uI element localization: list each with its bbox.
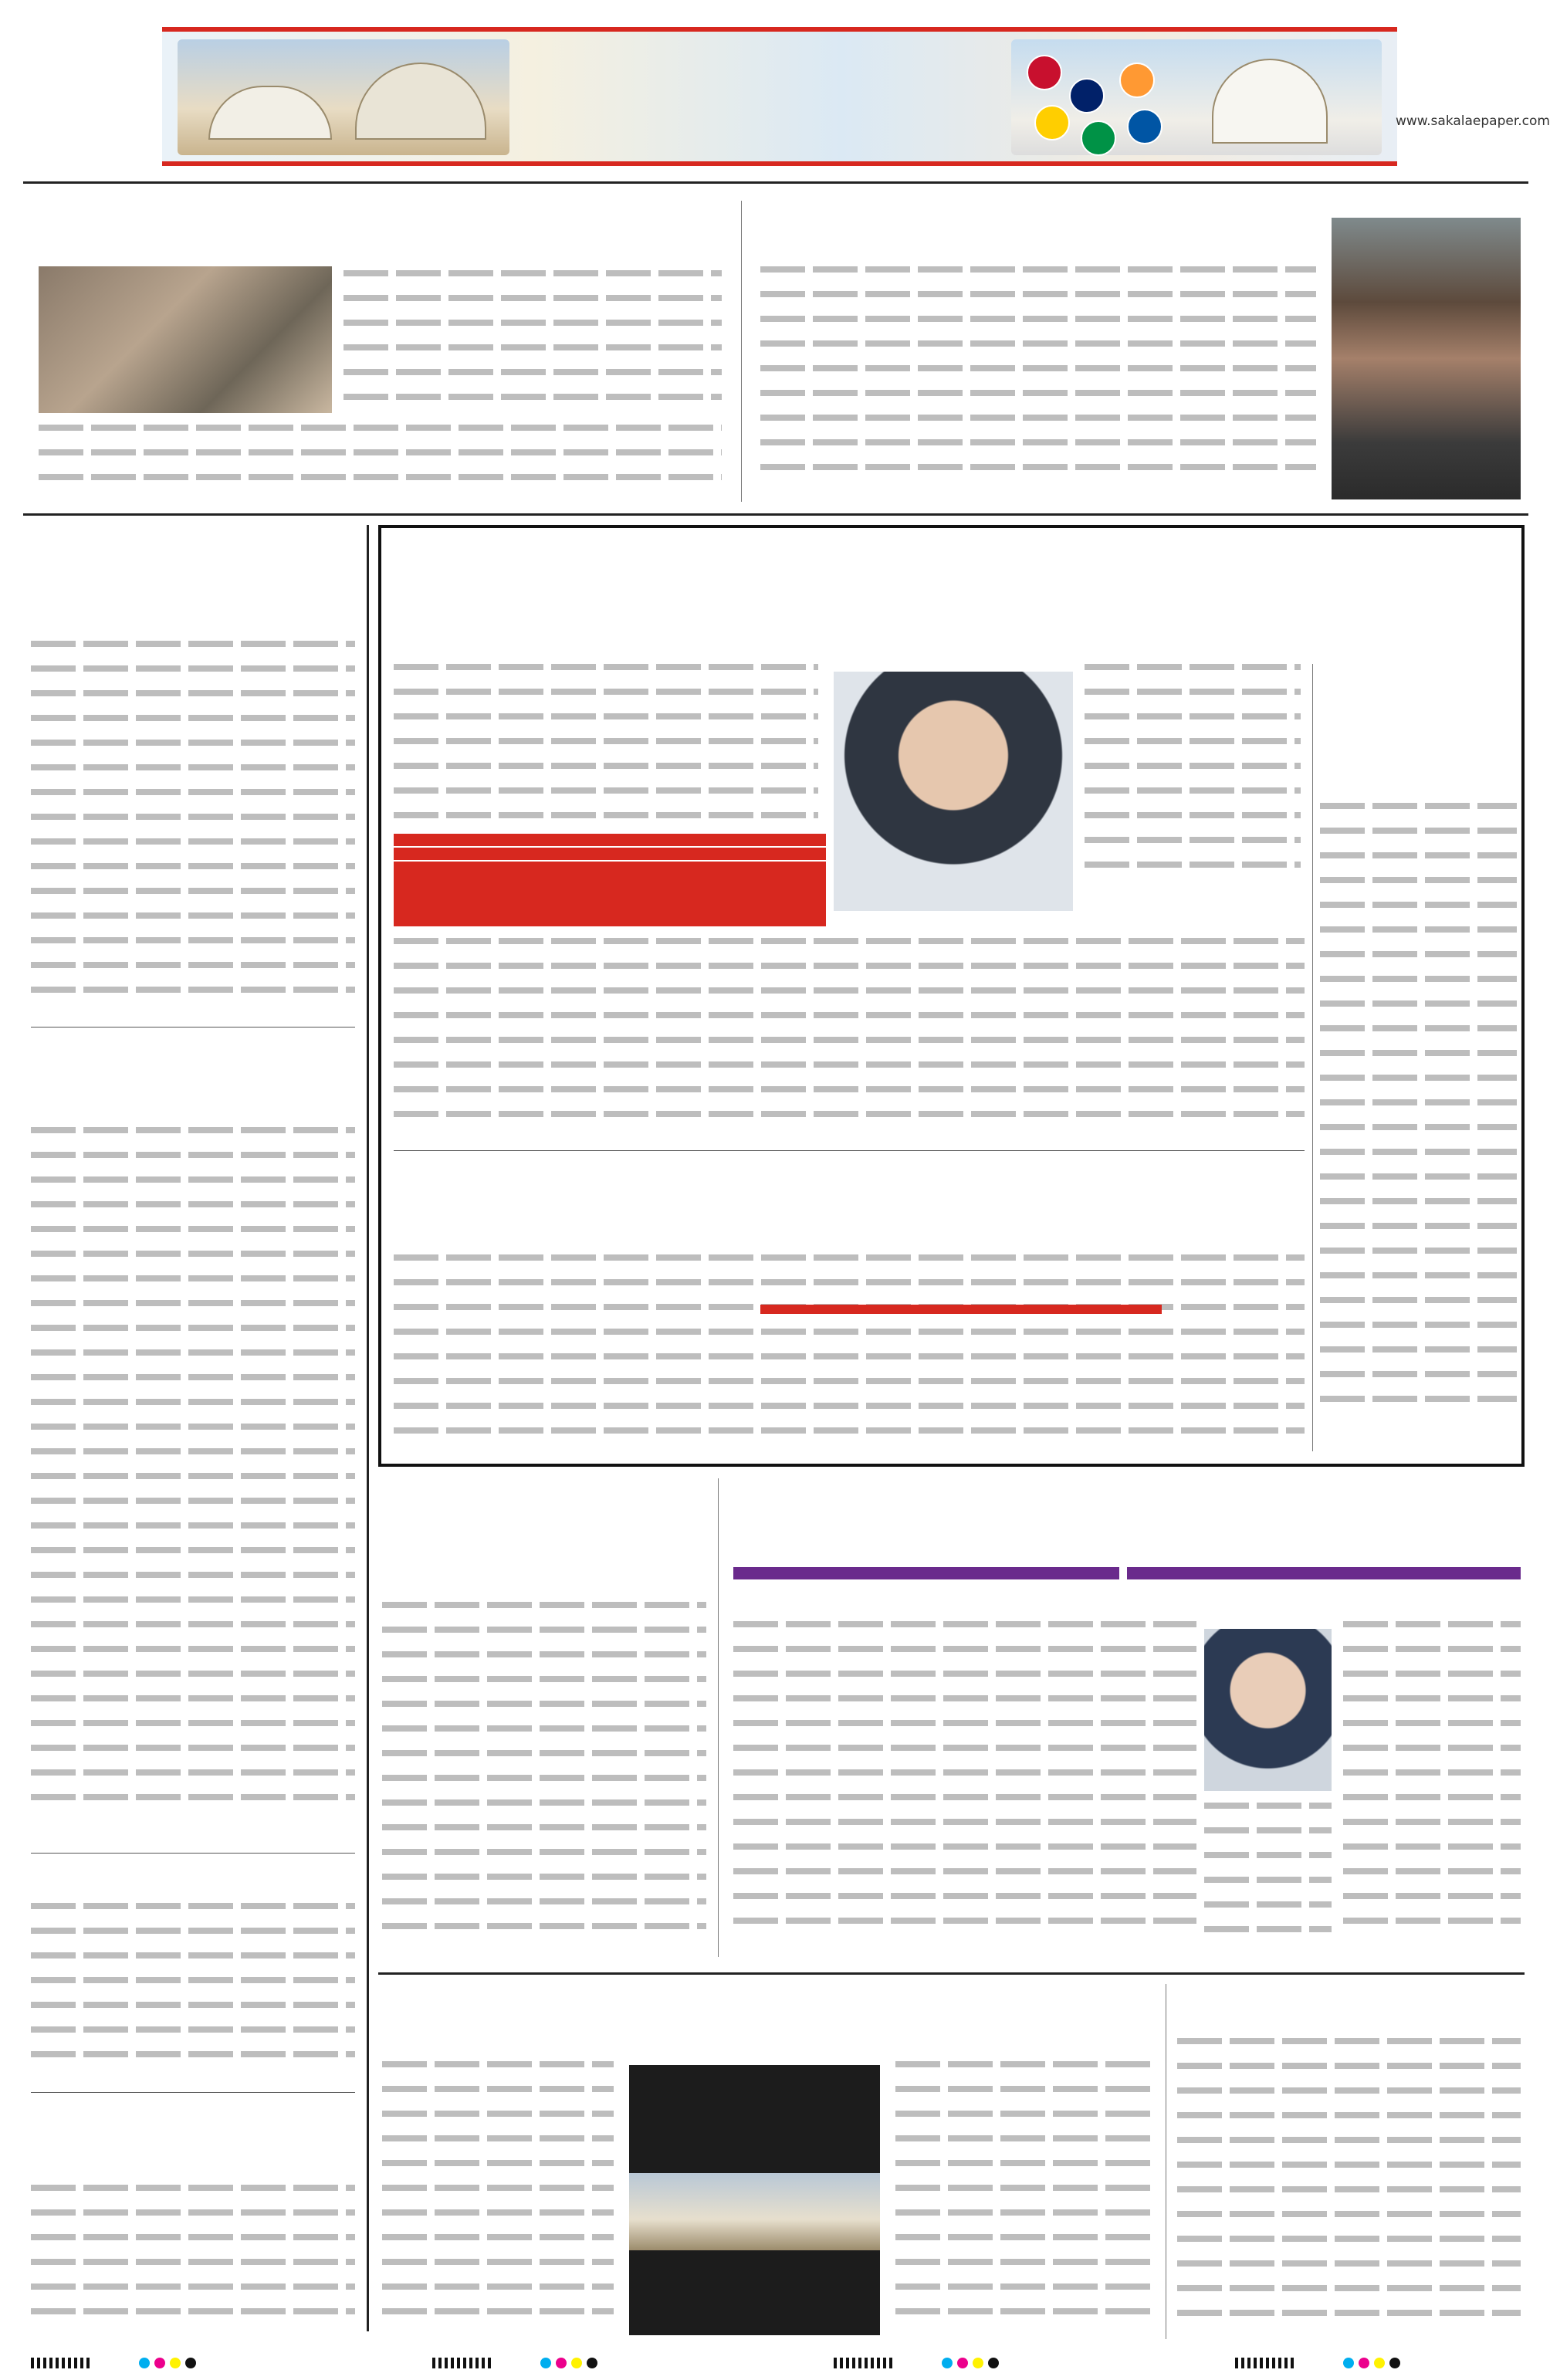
website-url: www.sakalaepaper.com [1396,113,1550,129]
bottom-story-1-infobox-top [629,2065,880,2173]
second-story-highlight [760,1305,1162,1314]
left-story-2-body [31,1127,355,1845]
lead-bullet-1 [394,834,826,848]
top-story-2-body [760,266,1316,498]
masthead [23,27,1550,166]
lead-sidebar-body [1320,803,1517,1451]
lead-bullet-3 [394,862,826,874]
section-banner [162,27,1397,166]
netanyahu-photo [1204,1629,1332,1791]
left-story-1-body [31,641,355,1019]
supreme-court-photo [629,2173,880,2250]
infobox-line-4 [629,2250,880,2264]
lead-bullet-2 [394,848,826,862]
netanyahu-story-body-2 [1204,1803,1332,1949]
second-story-body [394,1254,1305,1447]
left-story-4-body [31,2185,355,2331]
logo-area [1396,27,1550,166]
lead-story-bullets [394,834,826,926]
canada-story-body [382,1602,706,1949]
netanyahu-story-body-3 [1343,1621,1521,1953]
top-story-2-photo [1332,218,1521,499]
putin-photo [834,672,1073,911]
bottom-story-1-body-1 [382,2061,614,2339]
infobox-line-1 [629,2065,880,2074]
top-story-1-body [344,270,722,425]
top-story-1-photo [39,266,332,413]
page-info [23,27,154,166]
bottom-story-2-body [1177,2038,1521,2339]
netanyahu-story-body-1 [733,1621,1196,1953]
print-registration-bar [0,2347,1550,2378]
lead-story-body-2 [1085,664,1301,911]
world-capitol-image [1011,39,1382,155]
top-story-1-body-2 [39,425,722,502]
bottom-story-1-body-2 [895,2061,1154,2339]
parliament-image [178,39,509,155]
netanyahu-tag-2 [1127,1567,1521,1579]
bottom-story-1-infobox-bottom [629,2250,880,2335]
lead-story-body-3 [394,938,1305,1139]
left-story-3-body [31,1903,355,2088]
netanyahu-tag-1 [733,1567,1119,1579]
